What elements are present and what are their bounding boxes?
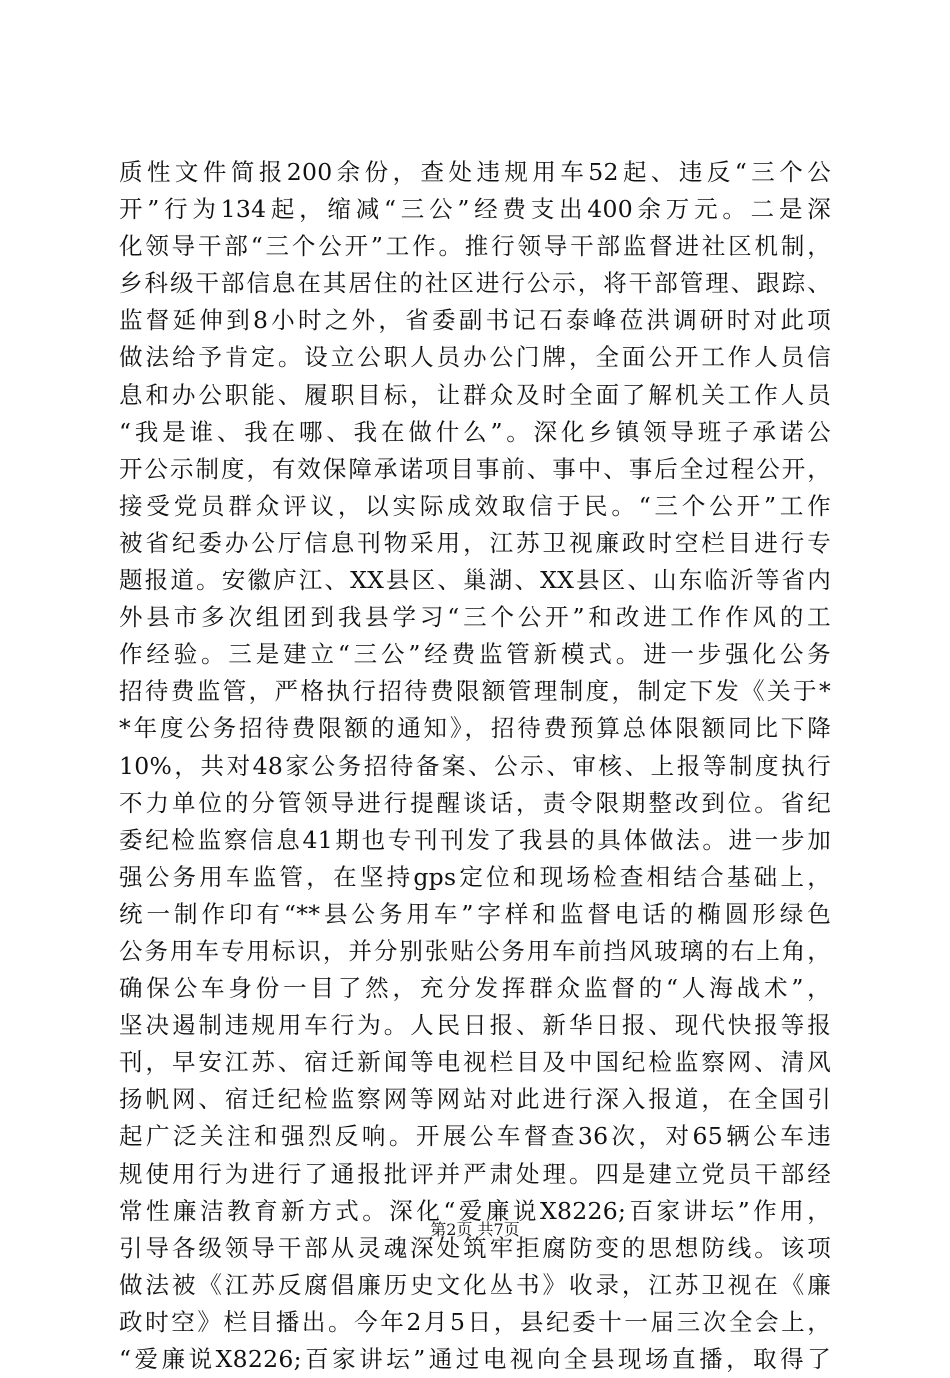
text-line: 规使用行为进行了通报批评并严肃处理。四是建立党员干部经 (119, 1159, 831, 1188)
text-line: 不力单位的分管领导进行提醒谈话，责令限期整改到位。省纪 (119, 788, 831, 817)
text-line: 题报道。安徽庐江、XX县区、巢湖、XX县区、山东临沂等省内 (119, 566, 831, 595)
text-line: 刊，早安江苏、宿迁新闻等电视栏目及中国纪检监察网、清风 (119, 1048, 831, 1077)
text-line: “爱廉说X8226;百家讲坛”通过电视向全县现场直播，取得了 (119, 1345, 831, 1373)
text-line: 政时空》栏目播出。今年2月5日，县纪委十一届三次全会上， (119, 1307, 831, 1336)
text-line: *年度公务招待费限额的通知》，招待费预算总体限额同比下降 (119, 714, 831, 743)
text-line: 强公务用车监管，在坚持gps定位和现场检查相结合基础上， (119, 862, 831, 891)
text-line: 坚决遏制违规用车行为。人民日报、新华日报、现代快报等报 (119, 1011, 831, 1040)
text-line: 确保公车身份一目了然，充分发挥群众监督的“人海战术”， (119, 974, 831, 1003)
text-line: 统一制作印有“**县公务用车”字样和监督电话的椭圆形绿色 (119, 899, 831, 928)
text-line: 起广泛关注和强烈反响。开展公车督查36次，对65辆公车违 (119, 1122, 831, 1151)
text-line: 常性廉洁教育新方式。深化“爱廉说X8226;百家讲坛”作用， (119, 1196, 831, 1225)
text-line: 开”行为134起，缩减“三公”经费支出400余万元。二是深 (119, 195, 831, 224)
text-line: 做法给予肯定。设立公职人员办公门牌，全面公开工作人员信 (119, 343, 831, 372)
text-line: 10%，共对48家公务招待备案、公示、审核、上报等制度执行 (119, 751, 831, 780)
text-line: 乡科级干部信息在其居住的社区进行公示，将干部管理、跟踪、 (119, 269, 831, 298)
text-line: 委纪检监察信息41期也专刊刊发了我县的具体做法。进一步加 (119, 825, 831, 854)
text-line: “我是谁、我在哪、我在做什么”。深化乡镇领导班子承诺公 (119, 417, 831, 446)
page-footer: 第2页 共7页 (430, 1220, 520, 1239)
text-line: 监督延伸到8小时之外，省委副书记石泰峰莅洪调研时对此项 (119, 306, 831, 335)
text-line: 作经验。三是建立“三公”经费监管新模式。进一步强化公务 (119, 640, 831, 669)
text-line: 外县市多次组团到我县学习“三个公开”和改进工作作风的工 (119, 603, 831, 632)
text-line: 接受党员群众评议，以实际成效取信于民。“三个公开”工作 (119, 491, 831, 520)
text-line: 质性文件简报200余份，查处违规用车52起、违反“三个公 (119, 158, 831, 186)
text-line: 招待费监管，严格执行招待费限额管理制度，制定下发《关于* (119, 677, 831, 706)
text-line: 公务用车专用标识，并分别张贴公务用车前挡风玻璃的右上角， (119, 936, 831, 965)
text-line: 开公示制度，有效保障承诺项目事前、事中、事后全过程公开， (119, 454, 831, 483)
text-line: 息和办公职能、履职目标，让群众及时全面了解机关工作人员 (119, 380, 831, 409)
text-line: 扬帆网、宿迁纪检监察网等网站对此进行深入报道，在全国引 (119, 1085, 831, 1114)
body-text (119, 154, 831, 1378)
text-line: 引导各级领导干部从灵魂深处筑牢拒腐防变的思想防线。该项 (119, 1233, 831, 1262)
text-line: 化领导干部“三个公开”工作。推行领导干部监督进社区机制， (119, 232, 831, 261)
text-line: 被省纪委办公厅信息刊物采用，江苏卫视廉政时空栏目进行专 (119, 528, 831, 557)
text-line: 做法被《江苏反腐倡廉历史文化丛书》收录，江苏卫视在《廉 (119, 1270, 831, 1299)
